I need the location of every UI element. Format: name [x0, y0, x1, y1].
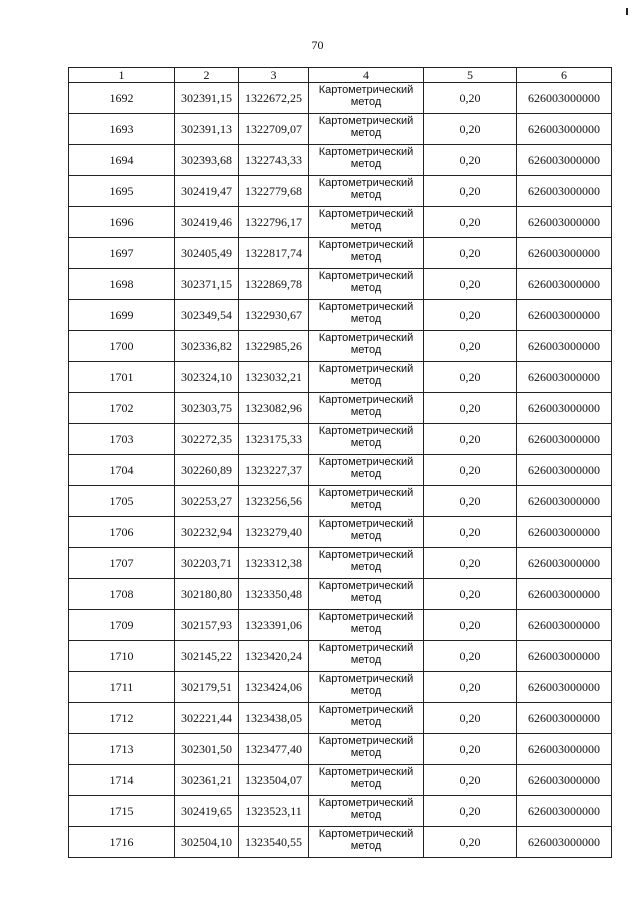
method-line-2: метод — [350, 158, 382, 170]
code-cell: 626003000000 — [517, 734, 612, 765]
y-coordinate-cell: 1323312,38 — [239, 548, 309, 579]
accuracy-cell: 0,20 — [424, 207, 517, 238]
table-row — [69, 734, 612, 765]
accuracy-cell: 0,20 — [424, 765, 517, 796]
method-line-1: Картометрический — [318, 332, 414, 344]
table-row — [69, 610, 612, 641]
method-cell — [309, 610, 424, 641]
code-cell: 626003000000 — [517, 424, 612, 455]
method-line-2: метод — [350, 220, 382, 232]
table-row — [69, 83, 612, 114]
table-row — [69, 641, 612, 672]
code-cell: 626003000000 — [517, 362, 612, 393]
y-coordinate-cell: 1323227,37 — [239, 455, 309, 486]
x-coordinate-cell: 302203,71 — [175, 548, 239, 579]
column-header: 1 — [69, 68, 175, 83]
method-line-2: метод — [350, 778, 382, 790]
accuracy-cell: 0,20 — [424, 145, 517, 176]
point-number-cell: 1696 — [69, 207, 175, 238]
table-row — [69, 207, 612, 238]
method-line-1: Картометрический — [318, 673, 414, 685]
column-header: 5 — [424, 68, 517, 83]
x-coordinate-cell: 302391,13 — [175, 114, 239, 145]
point-number-cell: 1716 — [69, 827, 175, 858]
method-line-1: Картометрический — [318, 642, 414, 654]
point-number-cell: 1697 — [69, 238, 175, 269]
point-number-cell: 1702 — [69, 393, 175, 424]
coordinates-table — [68, 67, 612, 858]
code-cell: 626003000000 — [517, 269, 612, 300]
method-line-2: метод — [350, 251, 382, 263]
method-cell — [309, 207, 424, 238]
method-line-2: метод — [350, 189, 382, 201]
method-cell — [309, 393, 424, 424]
code-cell: 626003000000 — [517, 145, 612, 176]
code-cell: 626003000000 — [517, 176, 612, 207]
y-coordinate-cell: 1323523,11 — [239, 796, 309, 827]
method-cell — [309, 579, 424, 610]
x-coordinate-cell: 302179,51 — [175, 672, 239, 703]
method-line-2: метод — [350, 127, 382, 139]
method-cell — [309, 331, 424, 362]
accuracy-cell: 0,20 — [424, 610, 517, 641]
method-line-1: Картометрический — [318, 549, 414, 561]
code-cell: 626003000000 — [517, 455, 612, 486]
method-line-2: метод — [350, 592, 382, 604]
column-header: 6 — [517, 68, 612, 83]
method-line-1: Картометрический — [318, 146, 414, 158]
y-coordinate-cell: 1323424,06 — [239, 672, 309, 703]
y-coordinate-cell: 1322817,74 — [239, 238, 309, 269]
table-row — [69, 145, 612, 176]
table-row — [69, 300, 612, 331]
code-cell: 626003000000 — [517, 827, 612, 858]
y-coordinate-cell: 1323082,96 — [239, 393, 309, 424]
method-line-1: Картометрический — [318, 456, 414, 468]
method-line-2: метод — [350, 530, 382, 542]
code-cell: 626003000000 — [517, 83, 612, 114]
table-body — [69, 83, 612, 858]
x-coordinate-cell: 302324,10 — [175, 362, 239, 393]
method-cell — [309, 796, 424, 827]
accuracy-cell: 0,20 — [424, 734, 517, 765]
accuracy-cell: 0,20 — [424, 455, 517, 486]
method-cell — [309, 548, 424, 579]
y-coordinate-cell: 1323350,48 — [239, 579, 309, 610]
method-line-1: Картометрический — [318, 208, 414, 220]
method-line-2: метод — [350, 747, 382, 759]
code-cell: 626003000000 — [517, 610, 612, 641]
code-cell: 626003000000 — [517, 114, 612, 145]
point-number-cell: 1700 — [69, 331, 175, 362]
y-coordinate-cell: 1323540,55 — [239, 827, 309, 858]
method-cell — [309, 145, 424, 176]
point-number-cell: 1701 — [69, 362, 175, 393]
table-row — [69, 176, 612, 207]
method-cell — [309, 269, 424, 300]
method-line-1: Картометрический — [318, 425, 414, 437]
table-row — [69, 703, 612, 734]
x-coordinate-cell: 302391,15 — [175, 83, 239, 114]
x-coordinate-cell: 302393,68 — [175, 145, 239, 176]
point-number-cell: 1713 — [69, 734, 175, 765]
point-number-cell: 1709 — [69, 610, 175, 641]
table-row — [69, 114, 612, 145]
code-cell: 626003000000 — [517, 641, 612, 672]
method-line-2: метод — [350, 499, 382, 511]
method-cell — [309, 641, 424, 672]
point-number-cell: 1694 — [69, 145, 175, 176]
point-number-cell: 1703 — [69, 424, 175, 455]
accuracy-cell: 0,20 — [424, 703, 517, 734]
method-line-2: метод — [350, 313, 382, 325]
accuracy-cell: 0,20 — [424, 579, 517, 610]
x-coordinate-cell: 302180,80 — [175, 579, 239, 610]
x-coordinate-cell: 302371,15 — [175, 269, 239, 300]
table-row — [69, 455, 612, 486]
method-cell — [309, 238, 424, 269]
method-cell — [309, 765, 424, 796]
method-line-1: Картометрический — [318, 580, 414, 592]
code-cell: 626003000000 — [517, 238, 612, 269]
accuracy-cell: 0,20 — [424, 362, 517, 393]
point-number-cell: 1715 — [69, 796, 175, 827]
point-number-cell: 1707 — [69, 548, 175, 579]
point-number-cell: 1698 — [69, 269, 175, 300]
column-header: 2 — [175, 68, 239, 83]
method-cell — [309, 362, 424, 393]
method-line-2: метод — [350, 437, 382, 449]
y-coordinate-cell: 1322869,78 — [239, 269, 309, 300]
method-line-1: Картометрический — [318, 394, 414, 406]
method-cell — [309, 83, 424, 114]
code-cell: 626003000000 — [517, 486, 612, 517]
accuracy-cell: 0,20 — [424, 548, 517, 579]
accuracy-cell: 0,20 — [424, 83, 517, 114]
x-coordinate-cell: 302303,75 — [175, 393, 239, 424]
table-row — [69, 269, 612, 300]
method-cell — [309, 300, 424, 331]
method-line-1: Картометрический — [318, 301, 414, 313]
x-coordinate-cell: 302419,46 — [175, 207, 239, 238]
corner-mark — [626, 8, 628, 15]
method-line-1: Картометрический — [318, 115, 414, 127]
y-coordinate-cell: 1322796,17 — [239, 207, 309, 238]
accuracy-cell: 0,20 — [424, 393, 517, 424]
y-coordinate-cell: 1322930,67 — [239, 300, 309, 331]
x-coordinate-cell: 302361,21 — [175, 765, 239, 796]
table-row — [69, 424, 612, 455]
point-number-cell: 1712 — [69, 703, 175, 734]
method-line-1: Картометрический — [318, 363, 414, 375]
point-number-cell: 1695 — [69, 176, 175, 207]
y-coordinate-cell: 1323420,24 — [239, 641, 309, 672]
code-cell: 626003000000 — [517, 207, 612, 238]
x-coordinate-cell: 302157,93 — [175, 610, 239, 641]
table-row — [69, 765, 612, 796]
table-row — [69, 548, 612, 579]
point-number-cell: 1714 — [69, 765, 175, 796]
y-coordinate-cell: 1323391,06 — [239, 610, 309, 641]
x-coordinate-cell: 302232,94 — [175, 517, 239, 548]
method-line-1: Картометрический — [318, 704, 414, 716]
point-number-cell: 1706 — [69, 517, 175, 548]
accuracy-cell: 0,20 — [424, 641, 517, 672]
point-number-cell: 1705 — [69, 486, 175, 517]
accuracy-cell: 0,20 — [424, 269, 517, 300]
x-coordinate-cell: 302221,44 — [175, 703, 239, 734]
x-coordinate-cell: 302405,49 — [175, 238, 239, 269]
point-number-cell: 1692 — [69, 83, 175, 114]
accuracy-cell: 0,20 — [424, 672, 517, 703]
code-cell: 626003000000 — [517, 703, 612, 734]
x-coordinate-cell: 302272,35 — [175, 424, 239, 455]
y-coordinate-cell: 1323032,21 — [239, 362, 309, 393]
y-coordinate-cell: 1322985,26 — [239, 331, 309, 362]
method-line-1: Картометрический — [318, 828, 414, 840]
method-cell — [309, 424, 424, 455]
y-coordinate-cell: 1322672,25 — [239, 83, 309, 114]
table-row — [69, 393, 612, 424]
y-coordinate-cell: 1323438,05 — [239, 703, 309, 734]
code-cell: 626003000000 — [517, 548, 612, 579]
y-coordinate-cell: 1323256,56 — [239, 486, 309, 517]
method-line-2: метод — [350, 840, 382, 852]
method-line-2: метод — [350, 716, 382, 728]
point-number-cell: 1699 — [69, 300, 175, 331]
method-cell — [309, 486, 424, 517]
y-coordinate-cell: 1323477,40 — [239, 734, 309, 765]
method-cell — [309, 672, 424, 703]
column-header: 4 — [309, 68, 424, 83]
method-line-2: метод — [350, 96, 382, 108]
accuracy-cell: 0,20 — [424, 827, 517, 858]
method-line-2: метод — [350, 282, 382, 294]
method-line-2: метод — [350, 809, 382, 821]
table-row — [69, 486, 612, 517]
y-coordinate-cell: 1322743,33 — [239, 145, 309, 176]
x-coordinate-cell: 302419,47 — [175, 176, 239, 207]
point-number-cell: 1704 — [69, 455, 175, 486]
table-row — [69, 238, 612, 269]
x-coordinate-cell: 302145,22 — [175, 641, 239, 672]
x-coordinate-cell: 302419,65 — [175, 796, 239, 827]
table-row — [69, 517, 612, 548]
accuracy-cell: 0,20 — [424, 517, 517, 548]
point-number-cell: 1710 — [69, 641, 175, 672]
method-line-1: Картометрический — [318, 270, 414, 282]
method-line-1: Картометрический — [318, 239, 414, 251]
accuracy-cell: 0,20 — [424, 424, 517, 455]
code-cell: 626003000000 — [517, 393, 612, 424]
method-cell — [309, 455, 424, 486]
x-coordinate-cell: 302260,89 — [175, 455, 239, 486]
page-number: 70 — [311, 38, 324, 52]
table-row — [69, 362, 612, 393]
code-cell: 626003000000 — [517, 300, 612, 331]
table-row — [69, 331, 612, 362]
accuracy-cell: 0,20 — [424, 114, 517, 145]
method-line-1: Картометрический — [318, 177, 414, 189]
table-header-row — [69, 68, 612, 83]
method-line-1: Картометрический — [318, 735, 414, 747]
method-line-1: Картометрический — [318, 797, 414, 809]
code-cell: 626003000000 — [517, 796, 612, 827]
method-cell — [309, 734, 424, 765]
method-line-2: метод — [350, 468, 382, 480]
x-coordinate-cell: 302253,27 — [175, 486, 239, 517]
method-line-2: метод — [350, 561, 382, 573]
column-header: 3 — [239, 68, 309, 83]
accuracy-cell: 0,20 — [424, 796, 517, 827]
method-line-1: Картометрический — [318, 518, 414, 530]
x-coordinate-cell: 302336,82 — [175, 331, 239, 362]
y-coordinate-cell: 1323175,33 — [239, 424, 309, 455]
y-coordinate-cell: 1322779,68 — [239, 176, 309, 207]
method-line-2: метод — [350, 654, 382, 666]
table-row — [69, 827, 612, 858]
code-cell: 626003000000 — [517, 331, 612, 362]
accuracy-cell: 0,20 — [424, 486, 517, 517]
method-line-2: метод — [350, 375, 382, 387]
method-line-1: Картометрический — [318, 611, 414, 623]
method-line-2: метод — [350, 623, 382, 635]
method-line-2: метод — [350, 406, 382, 418]
point-number-cell: 1708 — [69, 579, 175, 610]
y-coordinate-cell: 1323279,40 — [239, 517, 309, 548]
accuracy-cell: 0,20 — [424, 238, 517, 269]
method-line-1: Картометрический — [318, 487, 414, 499]
code-cell: 626003000000 — [517, 579, 612, 610]
point-number-cell: 1693 — [69, 114, 175, 145]
table-row — [69, 796, 612, 827]
y-coordinate-cell: 1322709,07 — [239, 114, 309, 145]
table-row — [69, 579, 612, 610]
accuracy-cell: 0,20 — [424, 176, 517, 207]
method-line-1: Картометрический — [318, 766, 414, 778]
accuracy-cell: 0,20 — [424, 300, 517, 331]
x-coordinate-cell: 302349,54 — [175, 300, 239, 331]
method-line-1: Картометрический — [318, 84, 414, 96]
method-line-2: метод — [350, 685, 382, 697]
method-cell — [309, 827, 424, 858]
code-cell: 626003000000 — [517, 672, 612, 703]
method-cell — [309, 114, 424, 145]
code-cell: 626003000000 — [517, 765, 612, 796]
x-coordinate-cell: 302301,50 — [175, 734, 239, 765]
table-row — [69, 672, 612, 703]
method-line-2: метод — [350, 344, 382, 356]
method-cell — [309, 703, 424, 734]
x-coordinate-cell: 302504,10 — [175, 827, 239, 858]
accuracy-cell: 0,20 — [424, 331, 517, 362]
point-number-cell: 1711 — [69, 672, 175, 703]
code-cell: 626003000000 — [517, 517, 612, 548]
y-coordinate-cell: 1323504,07 — [239, 765, 309, 796]
method-cell — [309, 517, 424, 548]
method-cell — [309, 176, 424, 207]
